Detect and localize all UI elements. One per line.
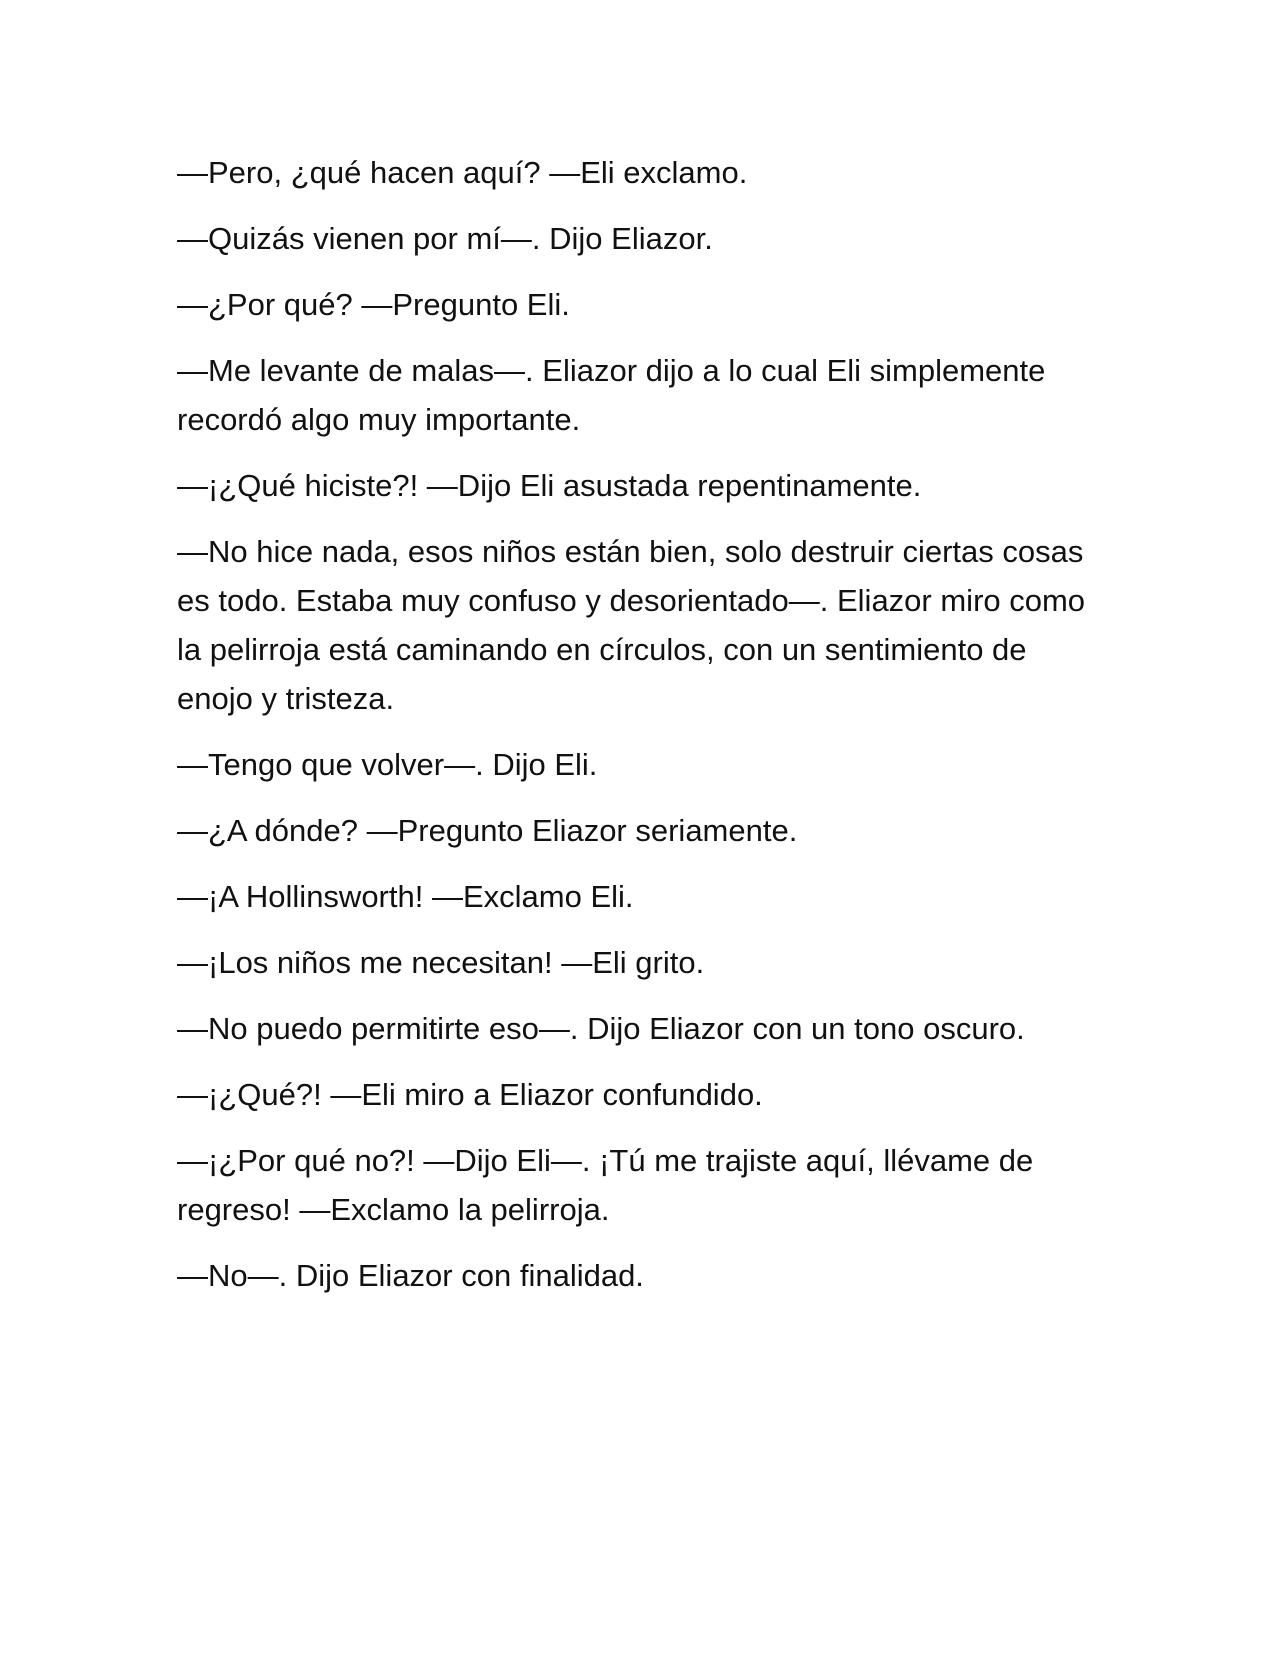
paragraph: —Tengo que volver—. Dijo Eli. — [177, 747, 598, 782]
paragraph: —¡¿Qué hiciste?! —Dijo Eli asustada repentinamente. — [177, 468, 922, 503]
paragraph: —¡¿Por qué no?! —Dijo Eli—. ¡Tú me trajiste aquí, llévame de regreso! —Exclamo la pelirroja. — [177, 1143, 1034, 1227]
paragraph: —¡Los niños me necesitan! —Eli grito. — [177, 945, 705, 980]
paragraph: —Quizás vienen por mí—. Dijo Eliazor. — [177, 221, 713, 256]
paragraph: —No hice nada, esos niños están bien, solo destruir ciertas cosas es todo. Estaba muy confuso y desorientado—. Eliazor miro como la pelirroja está caminando en círculos, con un sentimiento de enojo y tristeza. — [177, 534, 1086, 716]
paragraph: —¿Por qué? —Pregunto Eli. — [177, 287, 570, 322]
paragraph: —¡A Hollinsworth! —Exclamo Eli. — [177, 879, 634, 914]
paragraph: —¡¿Qué?! —Eli miro a Eliazor confundido. — [177, 1077, 763, 1112]
paragraph: —No—. Dijo Eliazor con finalidad. — [177, 1258, 644, 1293]
document-body — [177, 148, 1107, 1317]
paragraph: —¿A dónde? —Pregunto Eliazor seriamente. — [177, 813, 798, 848]
paragraph: —No puedo permitirte eso—. Dijo Eliazor con un tono oscuro. — [177, 1011, 1025, 1046]
paragraph: —Me levante de malas—. Eliazor dijo a lo cual Eli simplemente recordó algo muy importante. — [177, 353, 1046, 437]
paragraph: —Pero, ¿qué hacen aquí? —Eli exclamo. — [177, 155, 748, 190]
